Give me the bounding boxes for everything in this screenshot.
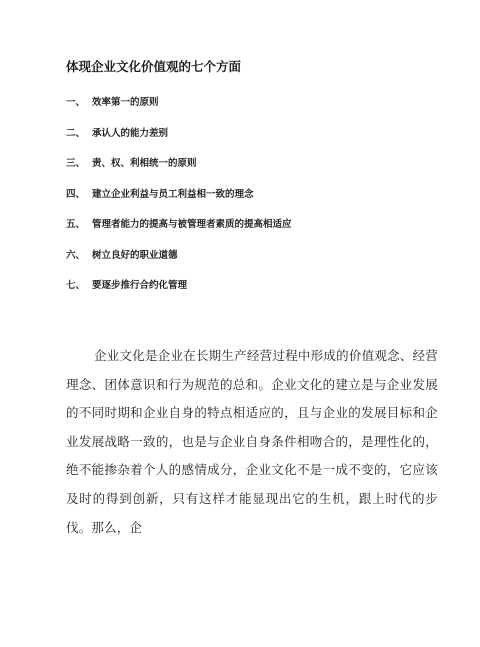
outline-text: 效率第一的原则 bbox=[92, 97, 159, 108]
outline-item bbox=[66, 96, 292, 127]
outline-text: 责、权、利相统一的原则 bbox=[92, 158, 197, 169]
outline-number: 二、 bbox=[66, 127, 86, 139]
outline-item bbox=[66, 279, 292, 310]
outline-item bbox=[66, 249, 292, 280]
outline-text: 建立企业利益与员工利益相一致的理念 bbox=[92, 188, 254, 200]
outline-text: 管理者能力的提高与被管理者素质的提高相适应 bbox=[92, 219, 292, 230]
outline-text: 承认人的能力差别 bbox=[92, 127, 169, 139]
outline-list bbox=[66, 96, 292, 310]
document-title: 体现企业文化价值观的七个方面 bbox=[66, 59, 242, 74]
outline-text: 要逐步推行合约化管理 bbox=[92, 280, 188, 291]
outline-number: 七、 bbox=[66, 280, 86, 291]
outline-item bbox=[66, 188, 292, 219]
outline-number: 三、 bbox=[66, 158, 86, 169]
outline-number: 五、 bbox=[66, 219, 86, 230]
outline-number: 四、 bbox=[66, 188, 86, 200]
outline-number: 六、 bbox=[66, 249, 86, 261]
outline-item bbox=[66, 127, 292, 158]
outline-item bbox=[66, 157, 292, 188]
outline-number: 一、 bbox=[66, 97, 86, 108]
outline-item bbox=[66, 218, 292, 249]
outline-text: 树立良好的职业道德 bbox=[92, 249, 178, 261]
body-paragraph: 企业文化是企业在长期生产经营过程中形成的价值观念、经营理念、团体意识和行为规范的总和。企业文化的建立是与企业发展的不同时期和企业自身的特点相适应的，且与企业的发展目标和企业发展战略一致的，也是与企业自身条件相吻合的，是理性化的，绝不能掺杂着个人的感情成分，企业文化不是一成不变的，它应该及时的得到创新，只有这样才能显现出它的生机，跟上时代的步伐。那么，企 bbox=[66, 348, 438, 535]
